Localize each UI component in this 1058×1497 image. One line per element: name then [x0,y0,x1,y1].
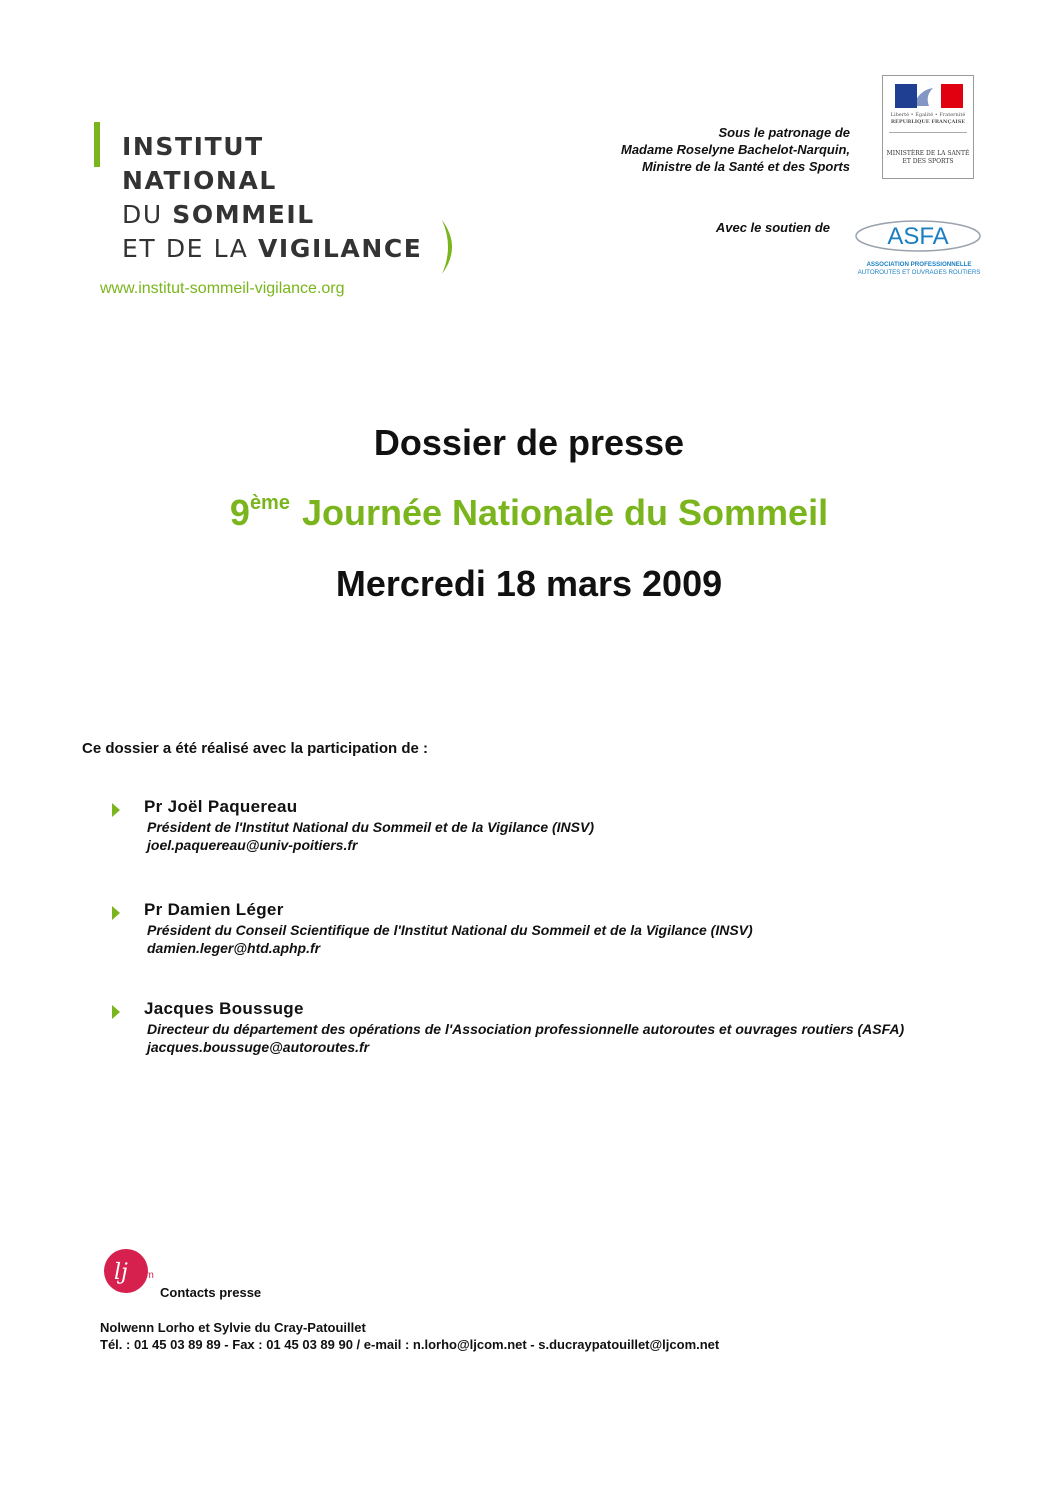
svg-text:lj: lj [114,1260,128,1285]
patronage-line-1: Sous le patronage de [718,125,850,140]
logo-bracket-icon [436,218,464,276]
asfa-logo-line1: ASSOCIATION PROFESSIONNELLE [866,261,972,268]
ministry-divider [889,132,967,133]
marianne-flag-icon [895,84,963,108]
ministry-motto: Liberté • Égalité • Fraternité RÉPUBLIQUE FRANÇAISE [890,112,966,125]
logo-wordmark [122,130,422,266]
asfa-logo-line2: AUTOROUTES ET OUVRAGES ROUTIERS [857,269,981,276]
bullet-icon [112,1005,120,1019]
logo-line-2: NATIONAL [122,166,277,195]
ministry-logo [882,75,974,179]
ljcom-logo [100,1248,162,1294]
participant-role: Directeur du département des opérations de l'Association professionnelle autoroutes et ouvrages routiers (ASFA) [147,1021,905,1037]
document-title: Dossier de presse [373,422,685,463]
bullet-icon [112,803,120,817]
logo-accent-bar [94,122,100,167]
logo-line-4: ET DE LA VIGILANCE [122,234,423,263]
patronage-line-2: Madame Roselyne Bachelot-Narquin, [621,142,850,157]
logo-line-3: DU SOMMEIL [122,200,315,229]
contact-details: Tél. : 01 45 03 89 89 - Fax : 01 45 03 89 90 / e-mail : n.lorho@ljcom.net - s.ducraypatouillet@ljcom.net [100,1337,720,1352]
participation-intro: Ce dossier a été réalisé avec la participation de : [82,740,428,757]
participant-role: Président de l'Institut National du Sommeil et de la Vigilance (INSV) [147,819,595,835]
participant-name: Pr Joël Paquereau [144,797,298,816]
participant-name: Jacques Boussuge [144,999,304,1018]
event-title: 9ème Journée Nationale du Sommeil [229,492,829,533]
participant-email[interactable]: joel.paquereau@univ-poitiers.fr [147,837,358,853]
institute-website-link[interactable]: www.institut-sommeil-vigilance.org [100,280,345,297]
asfa-logo [852,218,986,282]
participant-name: Pr Damien Léger [144,900,284,919]
support-text: Avec le soutien de [715,220,830,235]
bullet-icon [112,906,120,920]
asfa-logo-name: ASFA [887,223,949,250]
ljcom-logo-text: com [135,1270,154,1281]
logo-line-1: INSTITUT [122,132,264,161]
participant-email[interactable]: damien.leger@htd.aphp.fr [147,940,321,956]
ministry-name: MINISTÈRE DE LA SANTÉ ET DES SPORTS [886,150,970,165]
participant-role: Président du Conseil Scientifique de l'Institut National du Sommeil et de la Vigilance (INSV) [147,922,753,938]
patronage-text [530,124,850,175]
contact-names: Nolwenn Lorho et Sylvie du Cray-Patouillet [100,1320,366,1335]
patronage-line-3: Ministre de la Santé et des Sports [641,159,850,174]
insv-logo [94,122,474,282]
event-date: Mercredi 18 mars 2009 [335,563,723,604]
participant-email[interactable]: jacques.boussuge@autoroutes.fr [147,1039,370,1055]
contacts-label: Contacts presse [160,1285,262,1300]
